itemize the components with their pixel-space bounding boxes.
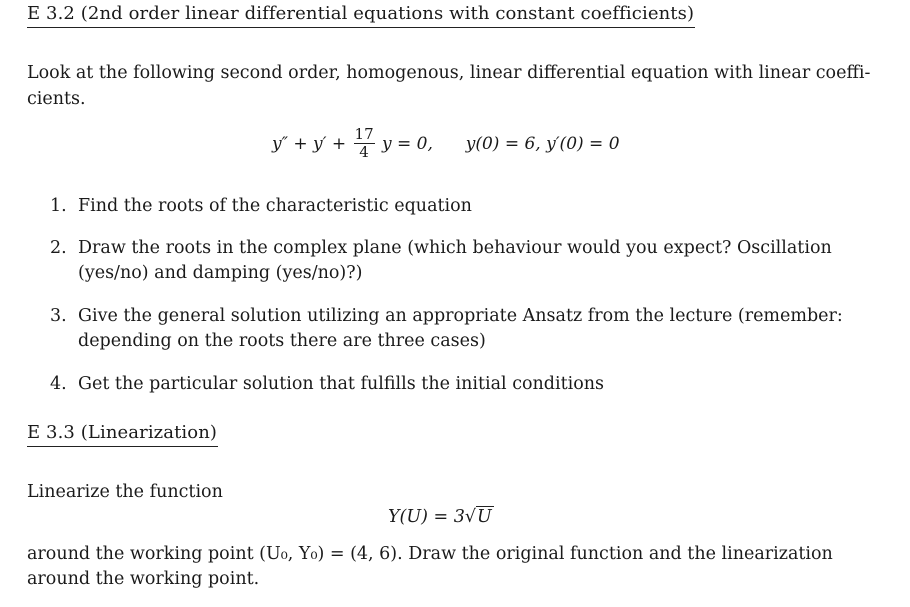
radicand: U <box>477 507 492 527</box>
equation-lhs-suffix: y = 0, <box>382 133 433 154</box>
list-item-text: (yes/no) and damping (yes/no)?) <box>78 263 363 283</box>
list-item-text: Get the particular solution that fulfills the initial conditions <box>78 374 605 394</box>
function-lhs: Y(U) = 3 <box>388 507 465 527</box>
square-root <box>465 504 494 530</box>
intro-text-line1: Look at the following second order, homogenous, linear differential equation with linear coeffi- <box>27 63 871 83</box>
fraction-denominator: 4 <box>359 143 369 161</box>
working-point-text-line1: around the working point (U₀, Y₀) = (4, 6). Draw the original function and the linearization <box>27 544 833 564</box>
list-item <box>50 372 604 397</box>
list-item-number: 2. <box>50 238 67 258</box>
section-title-e33: E 3.3 (Linearization) <box>27 422 218 447</box>
list-item-text: Draw the roots in the complex plane (which behaviour would you expect? Oscillation <box>78 238 832 258</box>
list-item-number: 1. <box>50 196 67 216</box>
list-item <box>50 304 843 354</box>
equation-lhs-prefix: y″ + y′ + <box>272 133 347 154</box>
working-point-text-line2: around the working point. <box>27 569 260 589</box>
list-item-number: 3. <box>50 306 67 326</box>
list-item-text: depending on the roots there are three cases) <box>78 331 486 351</box>
list-item <box>50 194 472 219</box>
fraction-numerator: 17 <box>354 125 374 143</box>
linearize-text: Linearize the function <box>27 482 223 502</box>
list-item-text: Give the general solution utilizing an appropriate Ansatz from the lecture (remember: <box>78 306 843 326</box>
intro-text-line2: cients. <box>27 89 86 109</box>
radical-sign: √ <box>464 507 477 527</box>
differential-equation <box>272 126 620 176</box>
equation-fraction <box>354 126 375 161</box>
function-equation <box>388 504 494 530</box>
list-item-text: Find the roots of the characteristic equation <box>78 196 472 216</box>
initial-conditions: y(0) = 6, y′(0) = 0 <box>465 133 620 154</box>
list-item-number: 4. <box>50 374 67 394</box>
section-title-e32: E 3.2 (2nd order linear differential equations with constant coefficients) <box>27 3 695 28</box>
list-item <box>50 236 832 286</box>
